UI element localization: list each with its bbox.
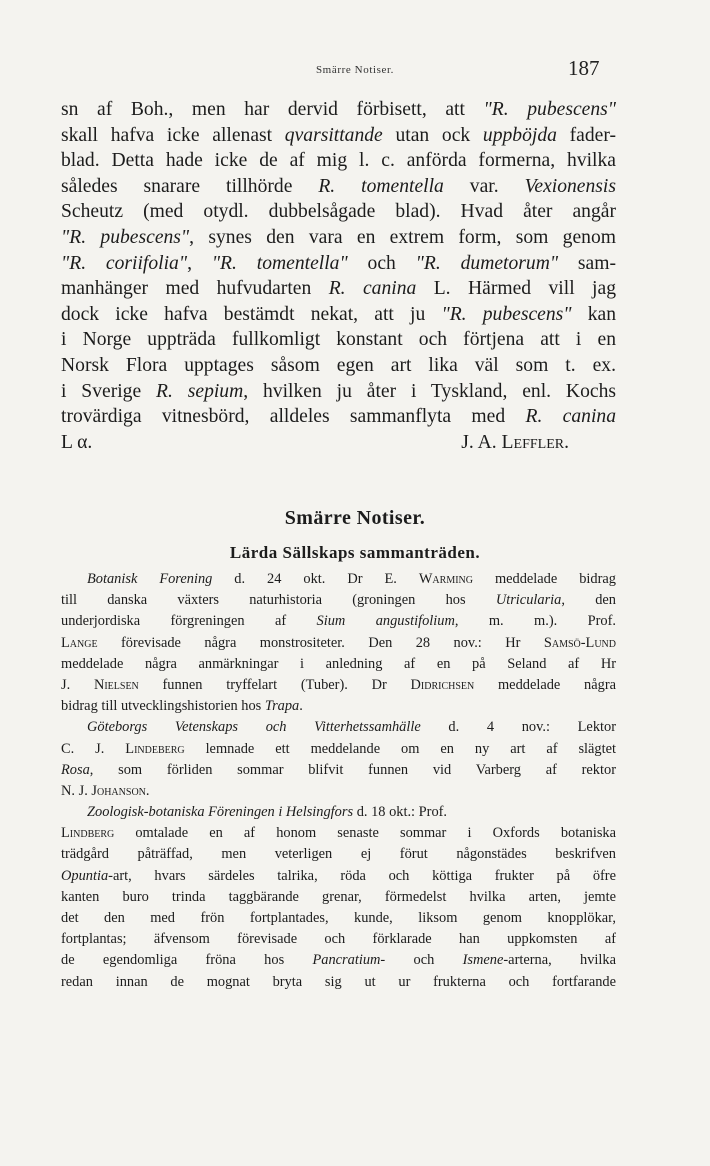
text-line: dock icke hafva bestämdt nekat, att ju "R. pubescens" kan [61,303,616,325]
text-line: i Sverige R. sepium, hvilken ju åter i Tyskland, enl. Kochs [61,380,616,402]
italic-text: R. tomentella [318,175,444,197]
italic-text: Pancratium- [312,952,386,969]
person-name: Nielsen [93,676,139,693]
person-name: Lindeberg [125,740,185,757]
note-line: de egendomliga fröna hos Pancratium- och Ismene-arterna, hvilka [61,952,616,969]
note-line: Rosa, som förliden sommar blifvit funnen vid Varberg af rektor [61,761,616,778]
note-line: C. J. Lindeberg lemnade ett meddelande om en ny art af slägtet [61,740,616,757]
italic-text: R. canina [328,278,417,300]
italic-text: qvarsittande [284,124,383,146]
text-line: i Norge uppträda fullkomligt konstant och förtjena att i en [61,329,616,351]
running-head: Smärre Notiser. [315,64,395,76]
italic-text: Botanisk Forening [87,571,213,587]
text-line: blad. Detta hade icke de af mig l. c. anförda formerna, hvilka [61,150,616,172]
text-line: "R. coriifolia", "R. tomentella" och "R. dumetorum" sam- [61,252,616,274]
italic-text: "R. pubescens" [441,303,572,325]
italic-text: "R. dumetorum" [415,252,559,274]
note-line: Göteborgs Vetenskaps och Vitterhetssamhälle d. 4 nov.: Lektor [87,719,616,736]
text-line: Scheutz (med otydl. dubbelsågade blad). Hvad åter angår [61,201,616,223]
note-line: trädgård påträffad, men veterligen ej förut någonstädes beskrifven [61,846,616,863]
text-line: Norsk Flora upptages såsom egen art lika väl som t. ex. [61,354,616,376]
italic-text: "R. tomentella" [211,252,348,274]
closing-text: L α. [61,431,93,453]
italic-text: R. canina [525,406,616,428]
text-line: således snarare tillhörde R. tomentella var. Vexionensis [61,175,616,197]
note-line: meddelade några anmärkningar i anledning af en på Seland af Hr [61,655,616,672]
text-line: "R. pubescens", synes den vara en extrem form, som genom [61,226,616,248]
person-name: Lindberg [61,825,115,842]
section-heading: Smärre Notiser. [284,507,426,529]
italic-text: uppböjda [482,124,557,146]
italic-text: Ismene [462,952,504,969]
note-line: fortplantas; äfvensom förevisade och förklarade han uppkomsten af [61,931,616,948]
article-continuation [61,97,616,455]
person-name: Warming [418,571,473,587]
italic-text: Vexionensis [524,175,616,197]
note-line: Opuntia-art, hvars särdeles talrika, röda och köttiga frukter på öfre [61,867,616,884]
italic-text: Trapa [264,698,300,715]
note-line: Lange förevisade några monstrositeter. Den 28 nov.: Hr Samsö-Lund [61,634,616,651]
text-line: manhänger med hufvudarten R. canina L. Härmed vill jag [61,278,616,300]
note-line: till danska växters naturhistoria (groningen hos Utricularia, den [61,592,616,609]
italic-text: "R. pubescens" [483,99,616,120]
person-name: Samsö-Lund [543,634,616,651]
page-number: 187 [568,56,600,80]
person-name: Lange [61,634,98,651]
note-line: underjordiska förgreningen af Sium angustifolium, m. m.). Prof. [61,613,616,630]
note-line: bidrag till utvecklingshistorien hos Trapa. [61,698,303,715]
person-name: Johanson [91,782,146,799]
italic-text: "R. coriifolia" [61,252,188,274]
italic-text: Zoologisk-botaniska Föreningen i Helsingfors [87,804,354,821]
italic-text: "R. pubescens" [61,226,190,248]
article-body [61,97,616,430]
italic-text: R. sepium [156,380,244,402]
note-line: J. Nielsen funnen tryffelart (Tuber). Dr Didrichsen meddelade några [61,676,616,693]
italic-text: Göteborgs Vetenskaps och Vitterhetssamhälle [87,719,421,736]
note-line: redan innan de mognat bryta sig ut ur frukterna och fortfarande [61,973,616,990]
notes-body [61,569,616,993]
note-line: det den med frön fortplantades, kunde, liksom genom knopplökar, [61,910,616,926]
note-line: N. J. Johanson. [61,782,150,799]
note-line: Zoologisk-botaniska Föreningen i Helsingfors d. 18 okt.: Prof. [87,804,448,821]
italic-text: Rosa [61,761,90,778]
section-subheading: Lärda Sällskaps sammanträden. [229,543,481,562]
note-line: Lindberg omtalade en af honom senaste sommar i Oxfords botaniska [61,825,616,842]
italic-text: Opuntia [61,867,109,884]
note-line: kanten buro trinda taggbärande grenar, förmedelst hvilka arten, jemte [61,888,616,905]
text-line: skall hafva icke allenast qvarsittande utan ock uppböjda fader- [61,124,616,146]
italic-text: Sium angustifolium [316,613,455,630]
italic-text: Utricularia [495,592,562,609]
text-line: sn af Boh., men har dervid förbisett, att "R. pubescens" [61,99,616,120]
person-name: Didrichsen [410,676,475,693]
text-line: trovärdiga vitnesbörd, alldeles sammanflyta med R. canina [61,406,616,428]
author-signature: J. A. Leffler. [461,431,569,453]
note-line: Botanisk Forening d. 24 okt. Dr E. Warming meddelade bidrag [87,571,616,587]
closing-line [61,430,616,456]
